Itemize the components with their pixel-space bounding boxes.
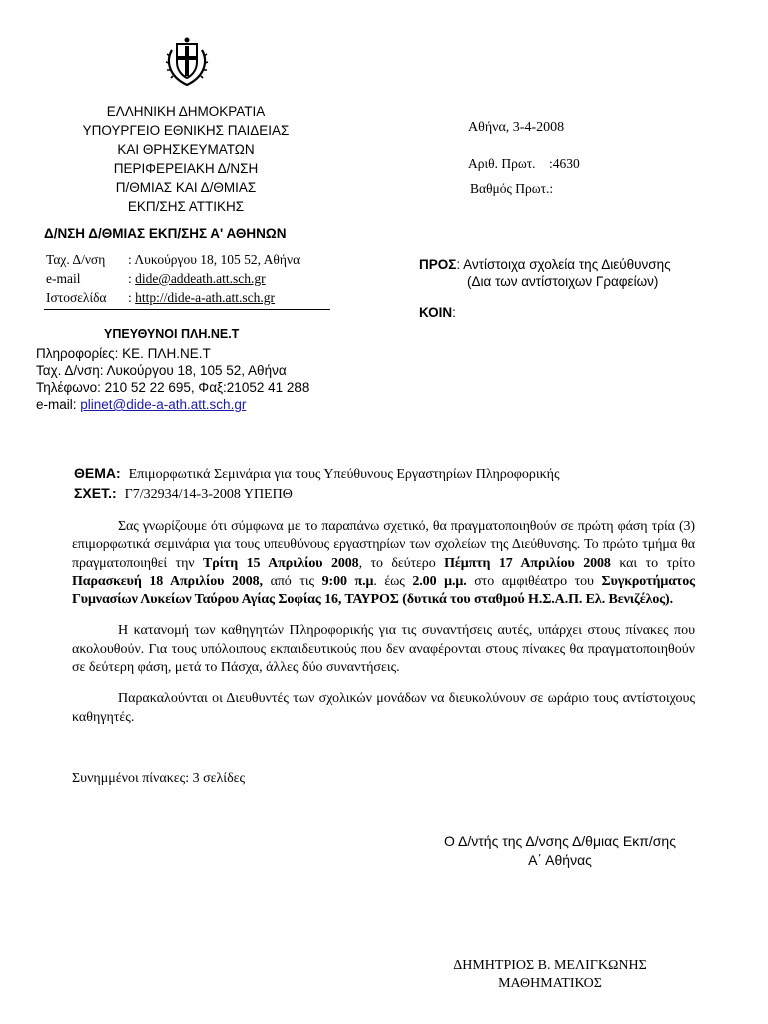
- header-line: ΥΠΟΥΡΓΕΙΟ ΕΘΝΙΚΗΣ ΠΑΙΔΕΙΑΣ: [82, 123, 290, 138]
- plinet-email-row: [36, 396, 309, 413]
- greek-coat-of-arms-icon: [164, 36, 210, 88]
- colon: :: [128, 271, 136, 286]
- text-run: και το τρίτο: [610, 555, 695, 571]
- cc-value: :: [452, 305, 456, 320]
- body-paragraph: Παρακαλούνται οι Διευθυντές των σχολικών μονάδων να διευκολύνουν σε ωράριο τους αντίστοιχους καθηγητές.: [72, 691, 695, 725]
- colon: :: [72, 397, 81, 412]
- signatory-title-line: Α΄ Αθήνας: [528, 852, 592, 868]
- signatory-name-block: [400, 957, 700, 993]
- address-label: Ταχ. Δ/νση: [36, 363, 100, 378]
- email-label: e-mail: [46, 271, 81, 286]
- attachments-note: Συνημμένοι πίνακες: 3 σελίδες: [72, 771, 246, 786]
- reference-value: Γ7/32934/14-3-2008 ΥΠΕΠΘ: [124, 487, 293, 502]
- body-paragraph: Η κατανομή των καθηγητών Πληροφορικής για τις συναντήσεις αυτές, υπάρχει στους πίνακες που ακολουθούν. Για τους υπόλοιπους εκπαιδευτικούς που δεν αναφέρονται στους πίνακες θα πραγματοποιηθούν σε δεύτερη φάση, μετά το Πάσχα, άλλες δύο συναντήσεις.: [72, 623, 695, 676]
- to-note: (Δια των αντίστοιχων Γραφείων): [467, 274, 659, 289]
- text-run: . έως: [373, 573, 413, 589]
- address-label: Ταχ. Δ/νση: [46, 252, 106, 267]
- text-run: στο αμφιθέατρο του: [466, 573, 602, 589]
- protocol-number: Αριθ. Πρωτ. :4630: [468, 156, 580, 171]
- to-value: : Αντίστοιχα σχολεία της Διεύθυνσης: [456, 257, 671, 272]
- recipients: [419, 256, 671, 290]
- subject-row: [74, 464, 560, 484]
- address-row: [46, 250, 300, 269]
- text-run: Σας γνωρίζουμε ότι σύμφωνα με το παραπάνω σχετικό, θα πραγματοποιηθούν σε πρώτη φάση τρία (3) επιμορφωτικά σεμινάρια για τους υπευθύνους εργαστηρίων των σχολείων της Διεύθυνσης. Το πρώτο τμήμα θα πραγματοποιηθεί την: [72, 519, 695, 571]
- cc-label: ΚΟΙΝ: [419, 305, 453, 320]
- signatory-title: [400, 832, 720, 870]
- website-label: Ιστοσελίδα: [46, 290, 107, 305]
- header-line: ΕΛΛΗΝΙΚΗ ΔΗΜΟΚΡΑΤΙΑ: [106, 104, 266, 119]
- date-second: Πέμπτη 17 Απριλίου 2008: [444, 555, 611, 571]
- info-row: Πληροφορίες: ΚΕ. ΠΛΗ.ΝΕ.Τ: [36, 346, 211, 361]
- header-line: ΚΑΙ ΘΡΗΣΚΕΥΜΑΤΩΝ: [117, 142, 255, 157]
- phone-row: [36, 379, 309, 396]
- reference-row: [74, 484, 560, 504]
- website-link[interactable]: http://dide-a-ath.att.sch.gr: [135, 290, 275, 305]
- subject-block: [74, 464, 560, 504]
- end-time: 2.00 μ.μ.: [412, 573, 467, 589]
- reference-label: ΣΧΕΤ.:: [74, 485, 117, 501]
- date-third: Παρασκευή 18 Απριλίου 2008,: [72, 573, 263, 589]
- colon: :: [128, 290, 136, 305]
- plinet-address-row: [36, 362, 309, 379]
- document-date: Αθήνα, 3-4-2008: [468, 120, 565, 135]
- phone-label: Τηλέφωνο: [36, 380, 98, 395]
- signatory-title-line: Ο Δ/ντής της Δ/νσης Δ/θμιας Εκπ/σης: [444, 833, 676, 849]
- venue: Συγκροτήματος Γυμνασίων Λυκείων Ταύρου Αγίας Σοφίας 16, ΤΑΥΡΟΣ (δυτικά του σταθμού Η.Σ.Α.Π. Ελ. Βενιζέλος).: [72, 573, 695, 608]
- header-line: Π/ΘΜΙΑΣ ΚΑΙ Δ/ΘΜΙΑΣ: [115, 180, 257, 195]
- website-row: [46, 288, 300, 307]
- address-value: : Λυκούργου 18, 105 52, Αθήνα: [99, 363, 287, 378]
- protocol-grade: Βαθμός Πρωτ.:: [470, 181, 554, 196]
- plinet-contact: [36, 345, 309, 413]
- to-label: ΠΡΟΣ: [419, 257, 457, 272]
- subject-value: Επιμορφωτικά Σεμινάρια για τους Υπεύθυνους Εργαστηρίων Πληροφορικής: [128, 467, 560, 482]
- department-contact: [46, 250, 300, 307]
- email-row: [46, 269, 300, 288]
- phone-value: : 210 52 22 695, Φαξ:21052 41 288: [97, 380, 310, 395]
- email-link[interactable]: dide@addeath.att.sch.gr: [135, 271, 266, 286]
- cc-row: [419, 305, 456, 320]
- date-first: Τρίτη 15 Απριλίου 2008: [203, 555, 359, 571]
- body-paragraph: [72, 518, 695, 609]
- issuer-header: [64, 102, 308, 216]
- plinet-email-link[interactable]: plinet@dide-a-ath.att.sch.gr: [80, 397, 247, 412]
- email-label: e-mail: [36, 397, 73, 412]
- header-line: ΠΕΡΙΦΕΡΕΙΑΚΗ Δ/ΝΣΗ: [113, 161, 259, 176]
- letter-body: [72, 518, 695, 740]
- department-name: Δ/ΝΣΗ Δ/ΘΜΙΑΣ ΕΚΠ/ΣΗΣ Α' ΑΘΗΝΩΝ: [44, 226, 287, 241]
- subject-label: ΘΕΜΑ:: [74, 465, 121, 481]
- text-run: , το δεύτερο: [358, 555, 445, 571]
- signatory-name: ΔΗΜΗΤΡΙΟΣ Β. ΜΕΛΙΓΚΩΝΗΣ: [453, 958, 647, 973]
- signatory-role: ΜΑΘΗΜΑΤΙΚΟΣ: [498, 976, 602, 991]
- text-run: από τις: [262, 573, 322, 589]
- plinet-title: ΥΠΕΥΘΥΝΟΙ ΠΛΗ.ΝΕ.Τ: [104, 327, 240, 341]
- divider: [44, 309, 330, 310]
- header-line: ΕΚΠ/ΣΗΣ ΑΤΤΙΚΗΣ: [127, 199, 245, 214]
- start-time: 9:00 π.μ: [321, 573, 374, 589]
- address-value: : Λυκούργου 18, 105 52, Αθήνα: [128, 252, 301, 267]
